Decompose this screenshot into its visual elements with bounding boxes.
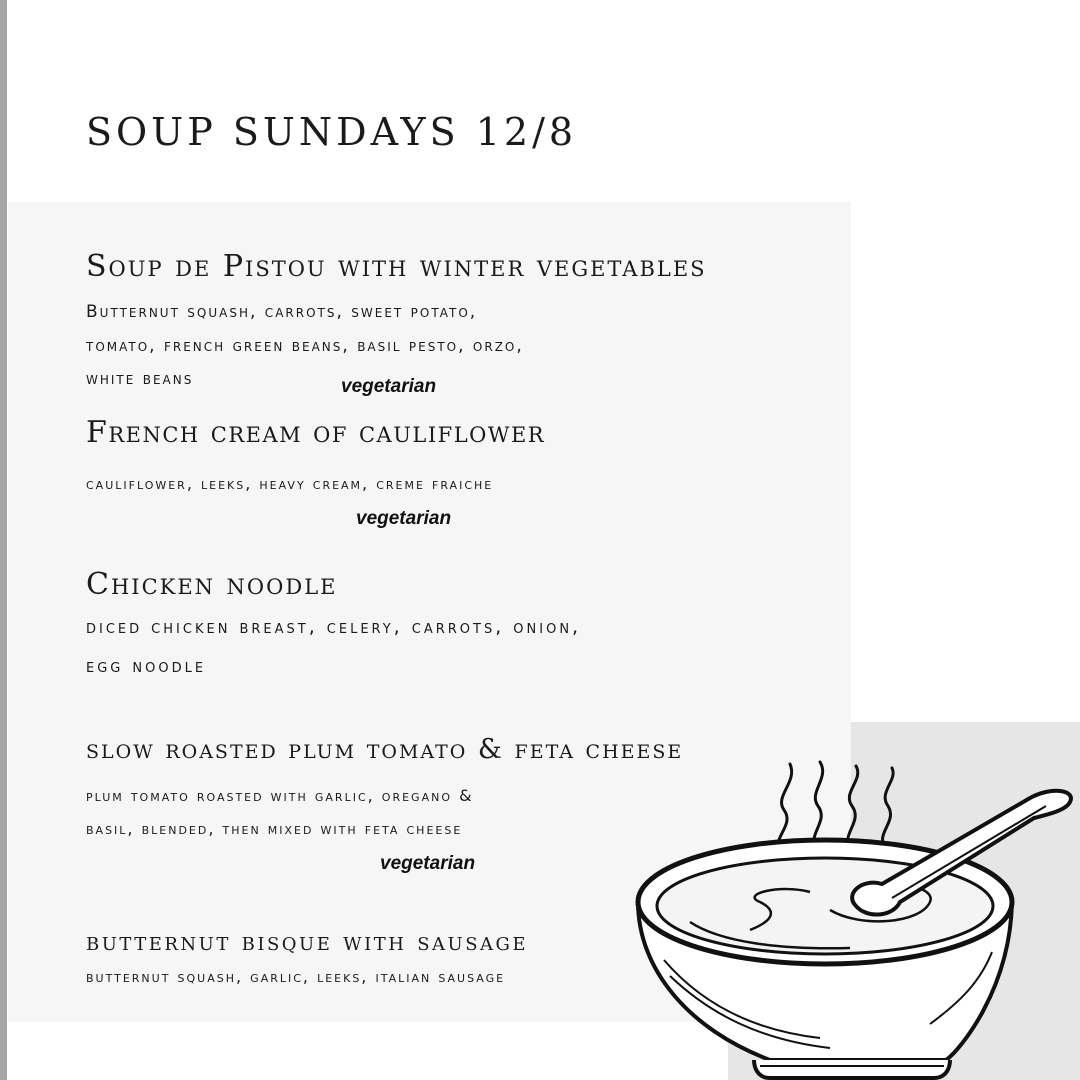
- ingredient-line: plum tomato roasted with garlic, oregano &: [86, 786, 474, 805]
- ingredient-line: basil, blended, then mixed with feta cheese: [86, 819, 463, 838]
- vegetarian-tag: vegetarian: [356, 508, 452, 529]
- ingredient-line: butternut squash, garlic, leeks, italian sausage: [86, 967, 506, 986]
- soup-name: Chicken noodle: [86, 567, 338, 602]
- vegetarian-tag: vegetarian: [380, 853, 476, 874]
- left-border: [0, 0, 7, 1080]
- ingredient-line: Butternut squash, carrots, sweet potato,: [86, 302, 478, 322]
- ingredient-line: diced chicken breast, celery, carrots, onion,: [86, 616, 582, 638]
- soup-name: slow roasted plum tomato & feta cheese: [86, 734, 684, 765]
- soup-name: French cream of cauliflower: [86, 415, 546, 450]
- page-title: SOUP SUNDAYS 12/8: [86, 110, 578, 154]
- ingredient-line: egg noodle: [86, 655, 207, 677]
- ingredient-line: tomato, french green beans, basil pesto, orzo,: [86, 336, 524, 356]
- soup-name: butternut bisque with sausage: [86, 927, 529, 957]
- vegetarian-tag: vegetarian: [341, 376, 437, 397]
- ingredient-line: cauliflower, leeks, heavy cream, creme fraiche: [86, 474, 494, 493]
- soup-name: Soup de Pistou with winter vegetables: [86, 249, 707, 284]
- ingredient-line: white beans: [86, 369, 194, 389]
- soup-bowl-icon: [630, 752, 1080, 1080]
